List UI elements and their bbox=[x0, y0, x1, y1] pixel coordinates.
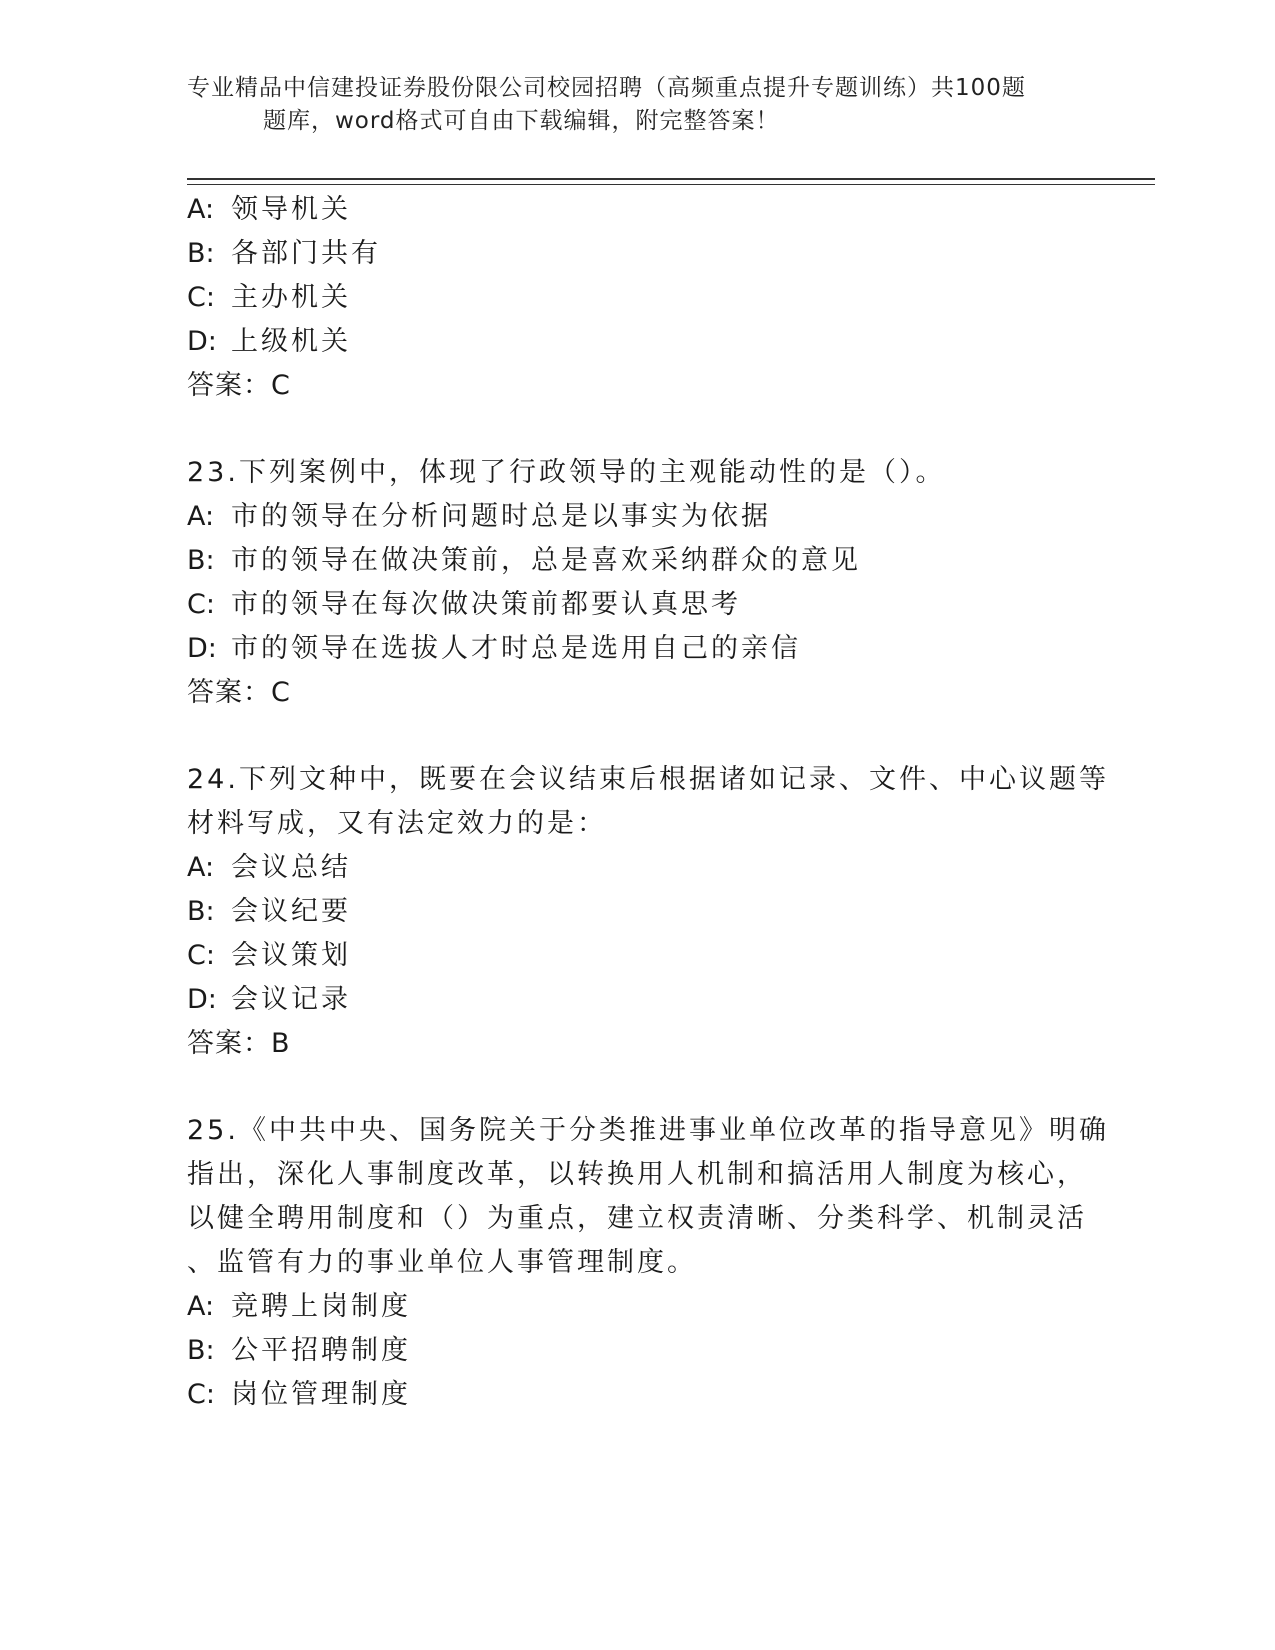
q24-stem-line-1: 24.下列文种中，既要在会议结束后根据诸如记录、文件、中心议题等 bbox=[187, 764, 1109, 795]
option-text: 市的领导在选拔人才时总是选用自己的亲信 bbox=[231, 633, 801, 664]
option-text: 会议纪要 bbox=[231, 896, 351, 927]
q22-option-c bbox=[187, 280, 351, 316]
option-key: A: bbox=[187, 1291, 215, 1322]
header-divider-thin bbox=[187, 184, 1155, 185]
option-key: C: bbox=[187, 940, 215, 971]
q23-option-b bbox=[187, 543, 861, 579]
option-text: 领导机关 bbox=[231, 194, 351, 225]
q25-option-b bbox=[187, 1333, 411, 1369]
option-key: A: bbox=[187, 194, 215, 225]
q23-answer: 答案：C bbox=[187, 677, 291, 708]
header-title-line-1: 专业精品中信建投证券股份限公司校园招聘（高频重点提升专题训练）共100题 bbox=[187, 75, 1026, 101]
q23-option-c bbox=[187, 587, 741, 623]
option-text: 会议总结 bbox=[231, 852, 351, 883]
q24-stem-line-2: 材料写成，又有法定效力的是： bbox=[187, 808, 607, 839]
option-text: 公平招聘制度 bbox=[231, 1335, 411, 1366]
q25-stem-line-1: 25.《中共中央、国务院关于分类推进事业单位改革的指导意见》明确 bbox=[187, 1115, 1109, 1146]
option-text: 竞聘上岗制度 bbox=[231, 1291, 411, 1322]
option-text: 市的领导在分析问题时总是以事实为依据 bbox=[231, 501, 771, 532]
q22-option-d bbox=[187, 324, 351, 360]
option-key: C: bbox=[187, 282, 215, 313]
q23-stem: 23.下列案例中，体现了行政领导的主观能动性的是（）。 bbox=[187, 457, 946, 488]
q22-option-a bbox=[187, 192, 351, 228]
option-key: A: bbox=[187, 501, 215, 532]
q24-answer: 答案：B bbox=[187, 1028, 291, 1059]
option-key: B: bbox=[187, 238, 215, 269]
option-key: B: bbox=[187, 1335, 215, 1366]
option-key: B: bbox=[187, 545, 215, 576]
option-text: 各部门共有 bbox=[231, 238, 381, 269]
option-key: D: bbox=[187, 984, 217, 1015]
option-key: D: bbox=[187, 326, 217, 357]
option-text: 市的领导在做决策前，总是喜欢采纳群众的意见 bbox=[231, 545, 861, 576]
q25-stem-line-3: 以健全聘用制度和（）为重点，建立权责清晰、分类科学、机制灵活 bbox=[187, 1203, 1087, 1234]
option-text: 会议记录 bbox=[231, 984, 351, 1015]
q25-option-c bbox=[187, 1377, 411, 1413]
option-text: 市的领导在每次做决策前都要认真思考 bbox=[231, 589, 741, 620]
header-divider-thick bbox=[187, 178, 1155, 180]
option-key: A: bbox=[187, 852, 215, 883]
q23-option-a bbox=[187, 499, 771, 535]
option-key: C: bbox=[187, 589, 215, 620]
option-key: C: bbox=[187, 1379, 215, 1410]
q22-answer: 答案：C bbox=[187, 370, 291, 401]
q24-option-c bbox=[187, 938, 351, 974]
q24-option-d bbox=[187, 982, 351, 1018]
option-text: 岗位管理制度 bbox=[231, 1379, 411, 1410]
option-text: 会议策划 bbox=[231, 940, 351, 971]
option-key: D: bbox=[187, 633, 217, 664]
option-text: 上级机关 bbox=[231, 326, 351, 357]
q24-option-b bbox=[187, 894, 351, 930]
q25-stem-line-4: 、监管有力的事业单位人事管理制度。 bbox=[187, 1247, 697, 1278]
option-key: B: bbox=[187, 896, 215, 927]
q25-option-a bbox=[187, 1289, 411, 1325]
q25-stem-line-2: 指出，深化人事制度改革，以转换用人机制和搞活用人制度为核心， bbox=[187, 1159, 1087, 1190]
q23-option-d bbox=[187, 631, 801, 667]
header-title-line-2: 题库，word格式可自由下载编辑，附完整答案！ bbox=[263, 108, 780, 134]
q24-option-a bbox=[187, 850, 351, 886]
q22-option-b bbox=[187, 236, 381, 272]
option-text: 主办机关 bbox=[231, 282, 351, 313]
document-header bbox=[187, 72, 1067, 138]
